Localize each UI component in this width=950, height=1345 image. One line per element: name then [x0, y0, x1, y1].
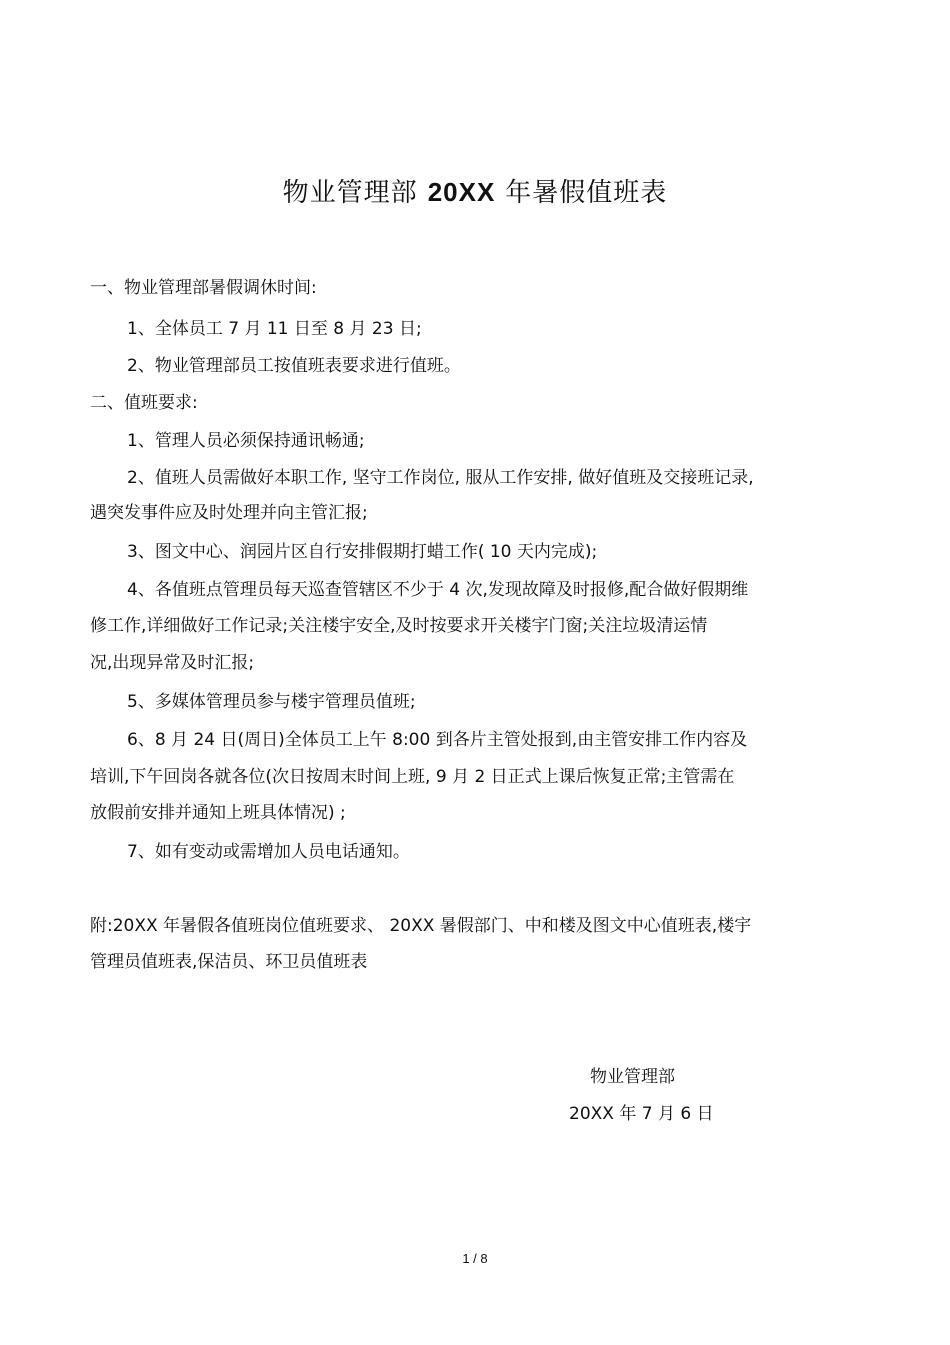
section2-item-4-line2: 修工作,详细做好工作记录;关注楼宇安全,及时按要求开关楼宇门窗;关注垃圾清运情: [90, 616, 708, 636]
section2-item-5: 5、多媒体管理员参与楼宇管理员值班;: [127, 692, 416, 712]
page-number: 1 / 8: [462, 1251, 488, 1266]
section1-heading: 一、物业管理部暑假调休时间:: [90, 278, 317, 298]
section2-item-6-line2: 培训,下午回岗各就各位(次日按周末时间上班, 9 月 2 日正式上课后恢复正常;主管需在: [90, 767, 735, 787]
section2-item-4-line1: 4、各值班点管理员每天巡查管辖区不少于 4 次,发现故障及时报修,配合做好假期维: [127, 580, 749, 600]
section2-item-2-line1: 2、值班人员需做好本职工作, 坚守工作岗位, 服从工作安排, 做好值班及交接班记录,: [127, 468, 754, 488]
section1-item-2: 2、物业管理部员工按值班表要求进行值班。: [127, 356, 461, 376]
section1-item-1: 1、全体员工 7 月 11 日至 8 月 23 日;: [127, 319, 422, 339]
signature-date: 20XX 年 7 月 6 日: [569, 1104, 714, 1124]
section2-item-2-line2: 遇突发事件应及时处理并向主管汇报;: [90, 503, 368, 523]
attachment-line1: 附:20XX 年暑假各值班岗位值班要求、 20XX 暑假部门、中和楼及图文中心值班表,楼宇: [90, 916, 752, 936]
section2-item-1: 1、管理人员必须保持通讯畅通;: [127, 431, 365, 451]
section2-item-6-line3: 放假前安排并通知上班具体情况) ;: [90, 803, 346, 823]
section2-item-6-line1: 6、8 月 24 日(周日)全体员工上午 8:00 到各片主管处报到,由主管安排工作内容及: [127, 730, 748, 750]
page-title: [0, 172, 950, 209]
title-part-name: 年暑假值班表: [505, 178, 668, 208]
section2-item-7: 7、如有变动或需增加人员电话通知。: [127, 842, 410, 862]
section2-item-4-line3: 况,出现异常及时汇报;: [90, 653, 255, 673]
signature-dept: 物业管理部: [590, 1067, 675, 1087]
attachment-line2: 管理员值班表,保洁员、环卫员值班表: [90, 952, 368, 972]
section2-heading: 二、值班要求:: [90, 393, 198, 413]
section2-item-3: 3、图文中心、润园片区自行安排假期打蜡工作( 10 天内完成);: [127, 542, 598, 562]
title-part-year: 20XX: [427, 177, 496, 207]
title-part-dept: 物业管理部: [282, 178, 418, 208]
